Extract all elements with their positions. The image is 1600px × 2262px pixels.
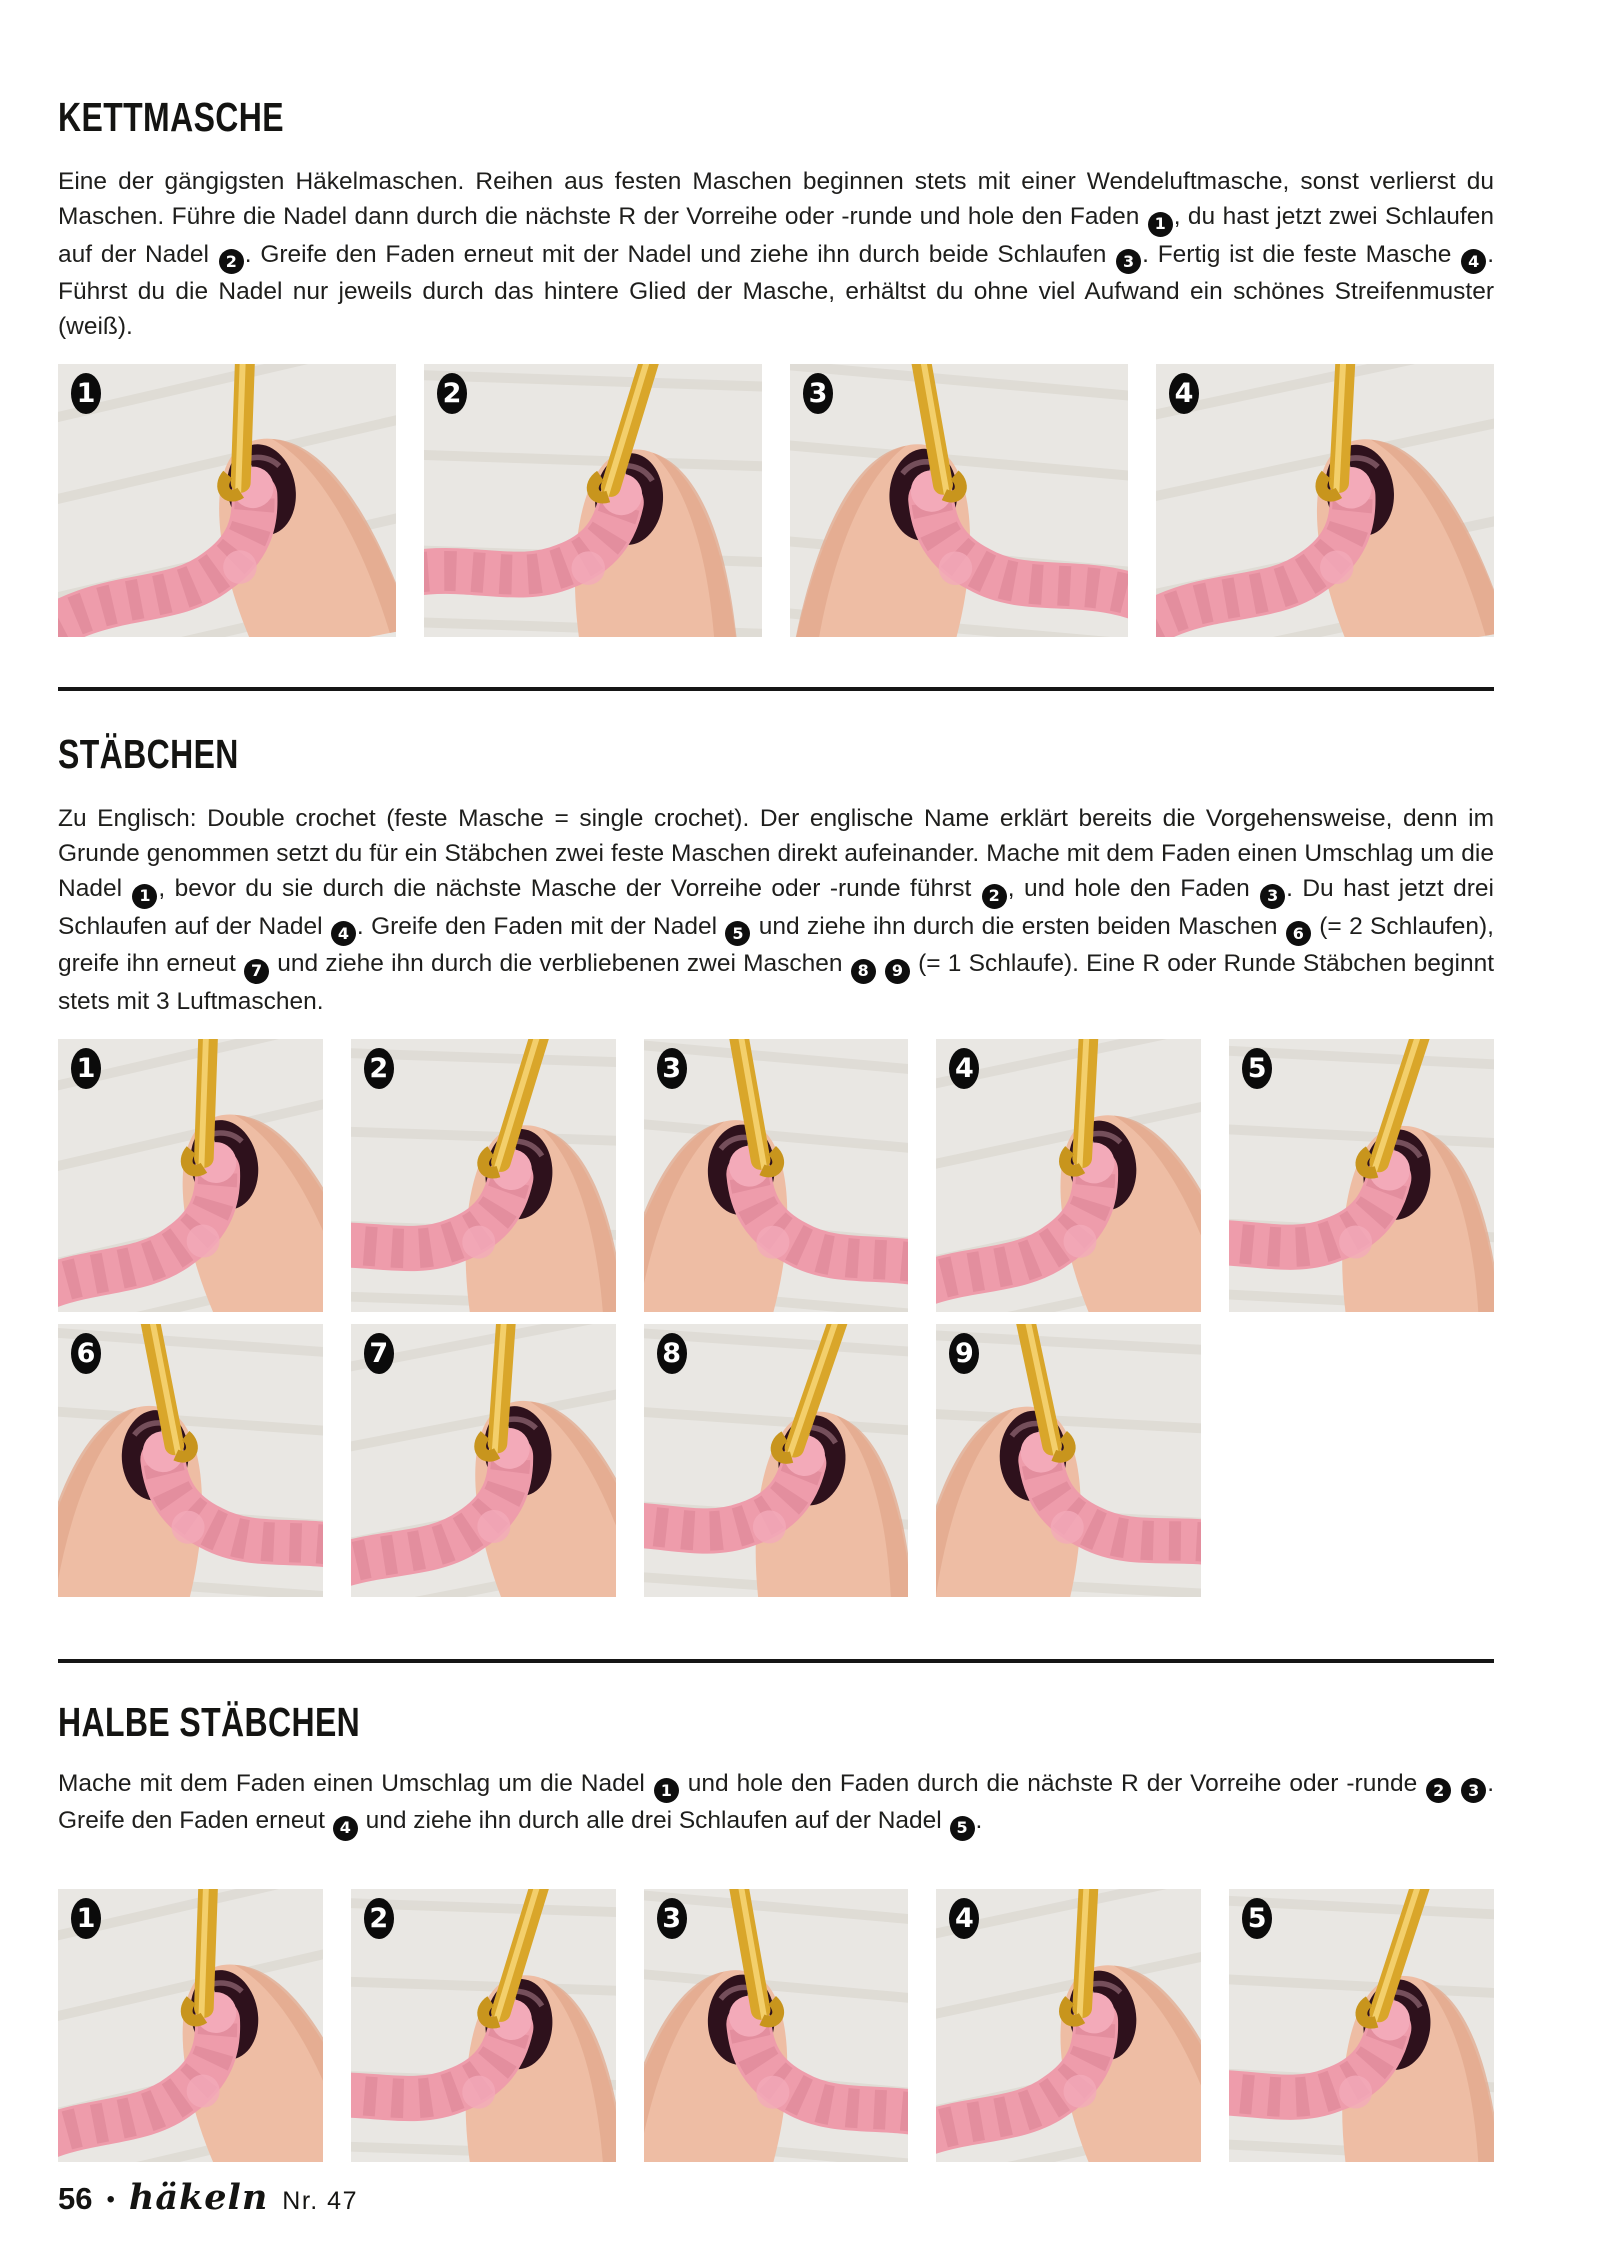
inline-step-badge: 3 [1116,249,1141,274]
step-photo [58,1039,323,1312]
footer-bullet-icon: • [106,2186,115,2213]
magazine-logo: häkeln [128,2177,269,2218]
step-photo [936,1324,1201,1597]
step-number-badge: 5 [1242,1898,1272,1939]
step-number-badge: 1 [71,1898,101,1939]
crochet-step-illustration [424,364,762,637]
inline-step-badge: 5 [725,921,750,946]
step-number-badge: 3 [657,1898,687,1939]
page-footer [58,2177,358,2218]
inline-step-badge: 3 [1260,884,1285,909]
step-number-badge: 3 [803,373,833,414]
step-photo [1156,364,1494,637]
step-number-badge: 7 [364,1333,394,1374]
inline-step-badge: 2 [219,249,244,274]
photo-grid-staebchen [58,1039,1494,1597]
inline-step-badge: 4 [333,1816,358,1841]
paragraph-kettmasche: Eine der gängigsten Häkelmaschen. Reihen aus festen Maschen beginnen stets mit einer Wendeluftmasche, sonst verlierst du Maschen. Führe die Nadel dann durch die nächste R der Vorreihe oder -runde und hole den Faden 1 , du hast jetzt zwei Schlaufen auf der Nadel 2 . Greife den Faden erneut mit der Nadel und ziehe ihn durch beide Schlaufen 3 . Fertig ist die feste Masche 4 . Führst du die Nadel nur jeweils durch das hintere Glied der Masche, erhältst du ohne viel Aufwand ein schönes Streifenmuster (weiß). [58,168,1495,341]
inline-step-badge: 4 [331,921,356,946]
step-number-badge: 6 [71,1333,101,1374]
step-number-badge: 2 [437,373,467,414]
page-number: 56 [58,2181,93,2216]
crochet-step-illustration [790,364,1128,637]
step-photo [58,1889,323,2162]
crochet-step-illustration [58,364,396,637]
step-photo [1229,1039,1494,1312]
inline-step-badge: 7 [244,959,269,984]
inline-step-badge: 9 [885,959,910,984]
inline-step-badge: 2 [1426,1778,1451,1803]
step-photo [58,1324,323,1597]
photo-grid-halbe-staebchen [58,1889,1494,2162]
section-divider [58,1659,1494,1663]
inline-step-badge: 4 [1461,249,1486,274]
section-staebchen [58,733,1494,1597]
step-number-badge: 8 [657,1333,687,1374]
step-photo [1229,1889,1494,2162]
inline-step-badge: 3 [1461,1778,1486,1803]
section-kettmasche [58,96,1494,637]
step-photo [936,1039,1201,1312]
inline-step-badge: 8 [851,959,876,984]
inline-step-badge: 2 [982,884,1007,909]
section-divider [58,687,1494,691]
step-photo [351,1039,616,1312]
section-halbe-staebchen [58,1698,1494,2162]
inline-step-badge: 1 [1148,212,1173,237]
issue-number: Nr. 47 [282,2187,358,2215]
step-photo [644,1324,909,1597]
inline-step-badge: 5 [950,1816,975,1841]
step-photo [936,1889,1201,2162]
step-photo [644,1889,909,2162]
step-number-badge: 2 [364,1048,394,1089]
section-title-halbe-staebchen: HALBE STÄBCHEN [58,1698,361,1745]
step-number-badge: 5 [1242,1048,1272,1089]
step-number-badge: 3 [657,1048,687,1089]
inline-step-badge: 6 [1286,921,1311,946]
step-number-badge: 4 [1169,373,1199,414]
step-photo [351,1324,616,1597]
section-title-kettmasche: KETTMASCHE [58,94,284,140]
step-photo [644,1039,909,1312]
step-number-badge: 9 [949,1333,979,1374]
step-number-badge: 1 [71,373,101,414]
step-number-badge: 2 [364,1898,394,1939]
step-number-badge: 1 [71,1048,101,1089]
step-photo [351,1889,616,2162]
inline-step-badge: 1 [654,1778,679,1803]
photo-grid-kettmasche [58,364,1494,637]
step-photo [790,364,1128,637]
step-photo [424,364,762,637]
step-number-badge: 4 [949,1898,979,1939]
paragraph-staebchen: Zu Englisch: Double crochet (feste Masche = single crochet). Der englische Name erklärt bereits die Vorgehensweise, denn im Grunde genommen setzt du für ein Stäbchen zwei feste Maschen direkt aufeinander. Mache mit dem Faden einen Umschlag um die Nadel 1 , bevor du sie durch die nächste Masche der Vorreihe oder -runde führst 2 , und hole den Faden 3 . Du hast jetzt drei Schlaufen auf der Nadel 4 . Greife den Faden mit der Nadel 5 und ziehe ihn durch die ersten beiden Maschen 6 (= 2 Schlaufen), greife ihn erneut 7 und ziehe ihn durch die verbliebenen zwei Maschen 8 9 (= 1 Schlaufe). Eine R oder Runde Stäbchen beginnt stets mit 3 Luftmaschen. [58,805,1495,1015]
crochet-step-illustration [1156,364,1494,637]
section-title-staebchen: STÄBCHEN [58,731,239,778]
inline-step-badge: 1 [132,884,157,909]
paragraph-halbe-staebchen: Mache mit dem Faden einen Umschlag um die Nadel 1 und hole den Faden durch die nächste R der Vorreihe oder -runde 2 3 . Greife den Faden erneut 4 und ziehe ihn durch alle drei Schlaufen auf der Nadel 5 . [58,1766,1494,1841]
step-photo [58,364,396,637]
step-number-badge: 4 [949,1048,979,1089]
